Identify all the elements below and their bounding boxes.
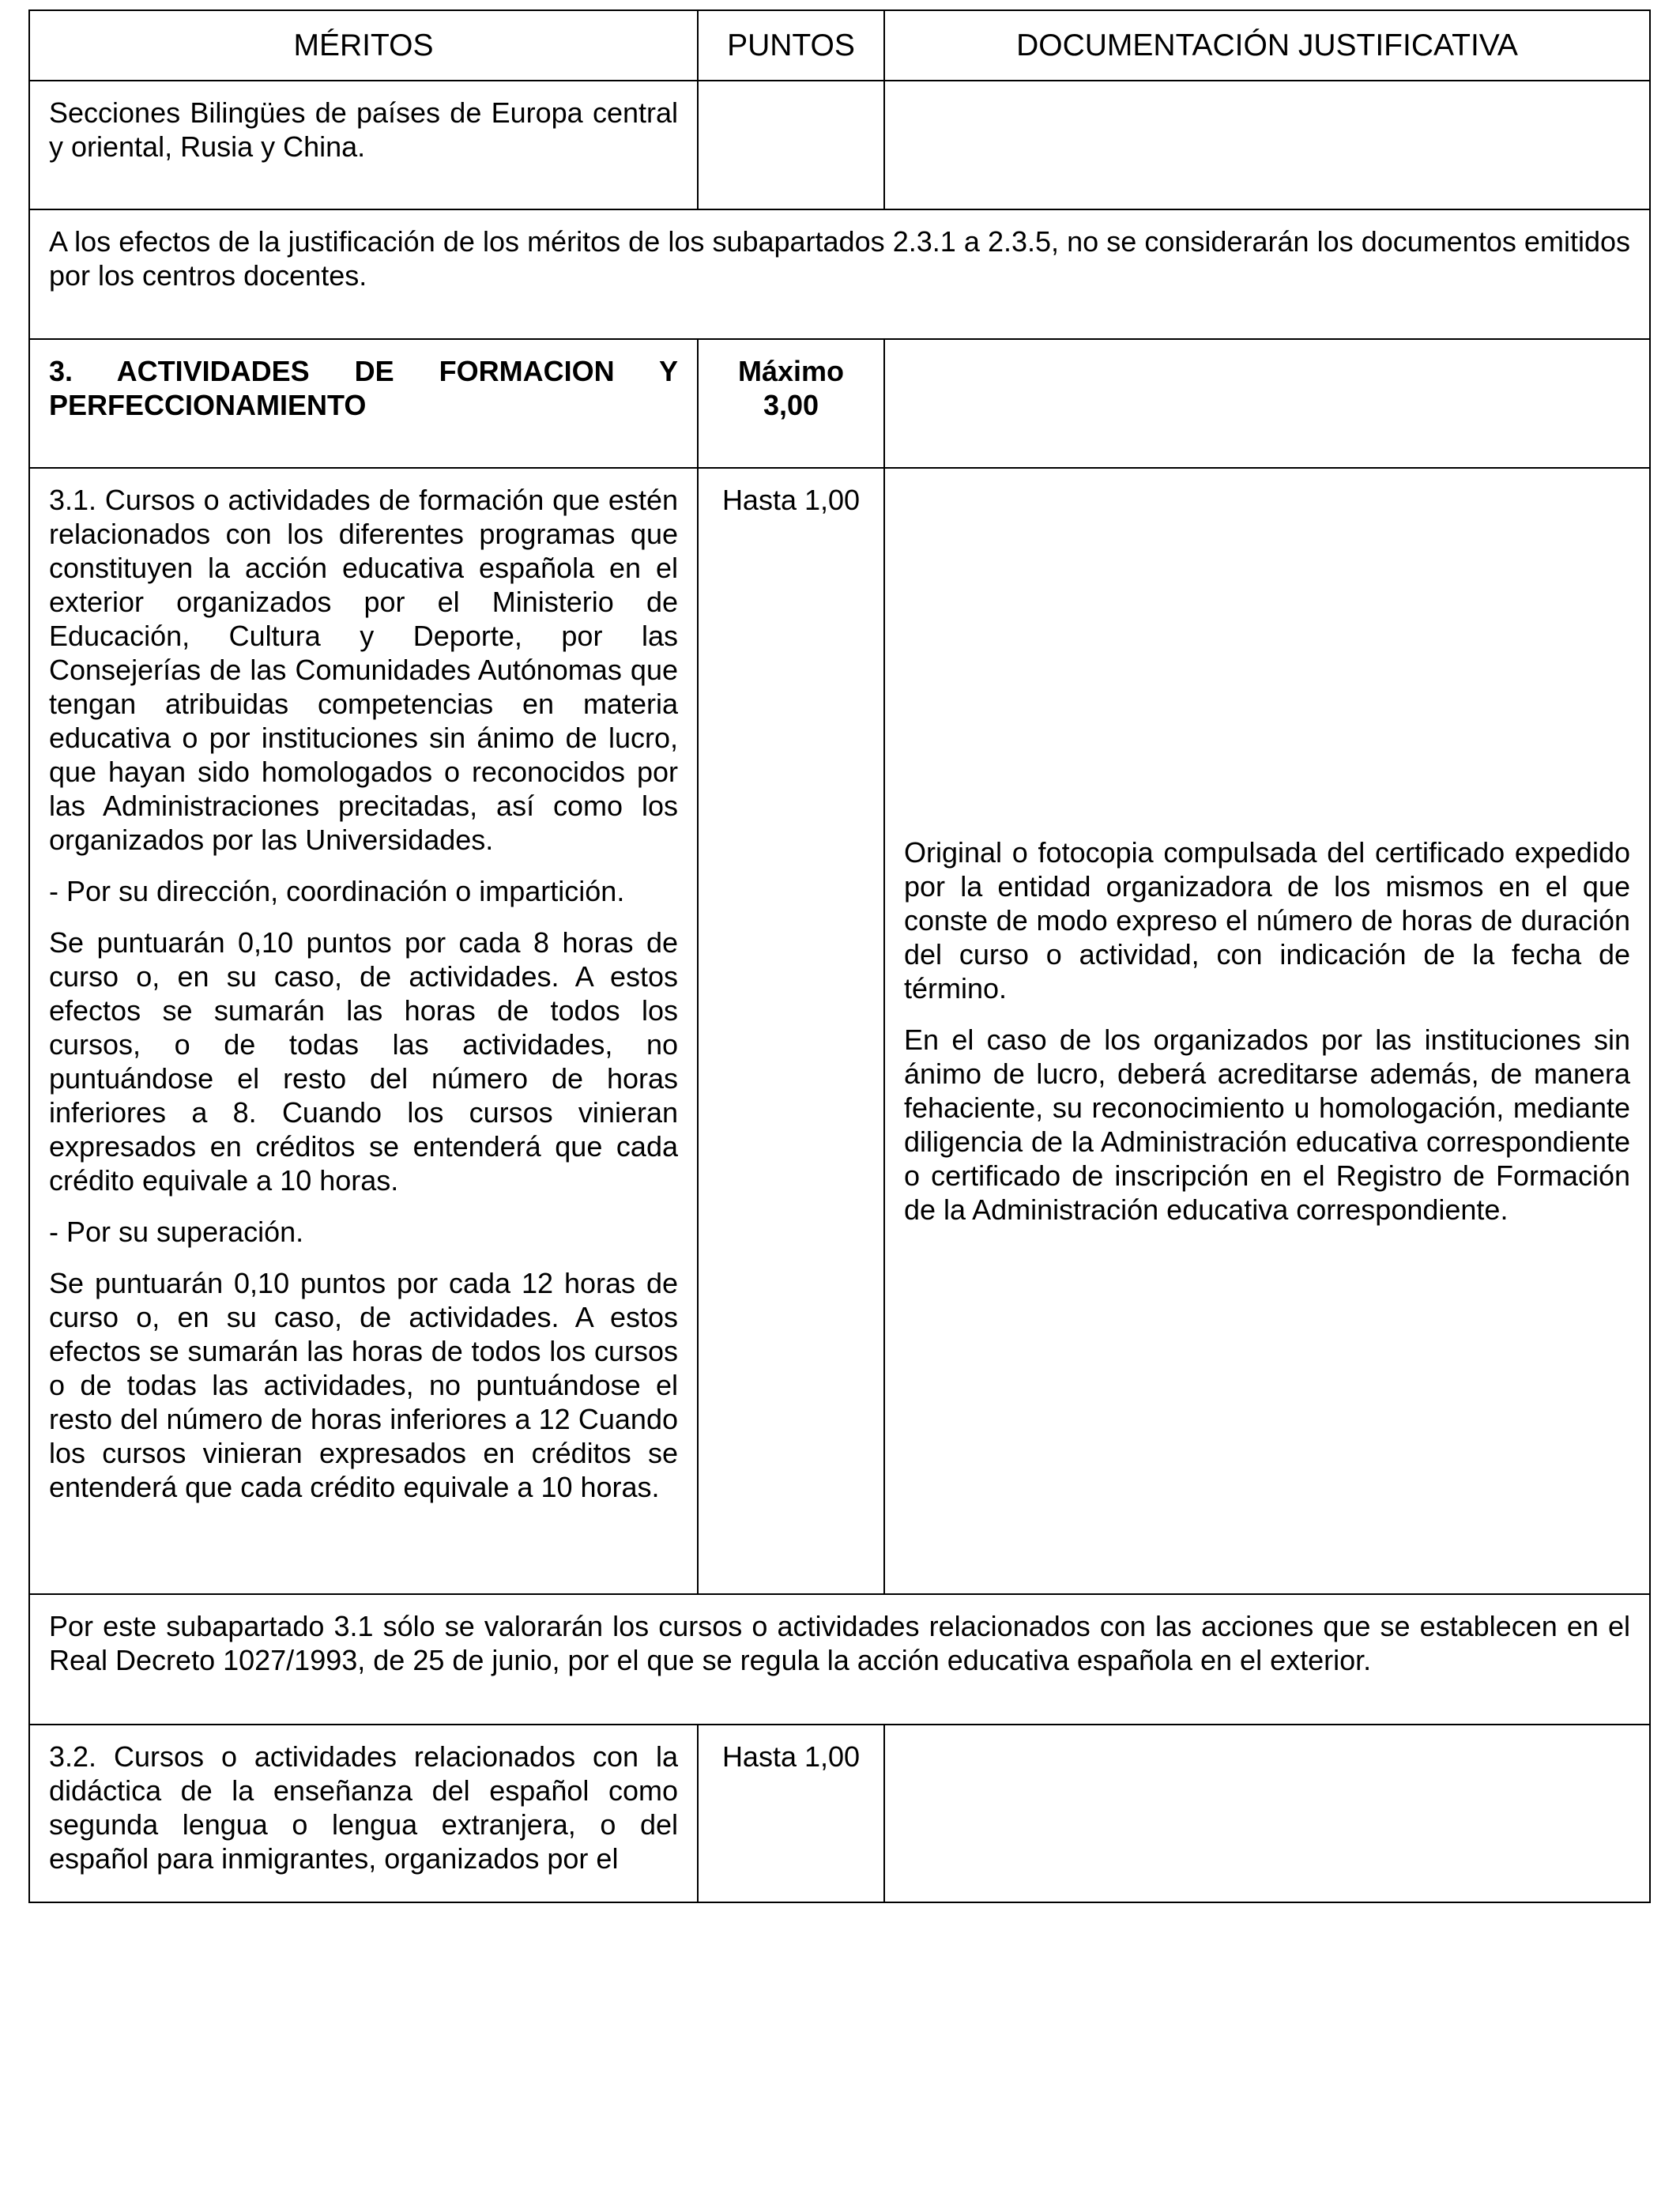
table-row	[29, 1725, 1650, 1902]
points-empty	[698, 81, 884, 209]
header-meritos: MÉRITOS	[29, 10, 698, 81]
merit-3-1-superacion: - Por su superación.	[49, 1216, 304, 1248]
merit-3-1-direccion: - Por su dirección, coordinación o impartición.	[49, 875, 625, 907]
table-row	[29, 468, 1650, 1594]
section-points	[698, 339, 884, 468]
table-row	[29, 81, 1650, 209]
merit-secciones: Secciones Bilingües de países de Europa central y oriental, Rusia y China.	[29, 81, 698, 209]
merits-table	[28, 9, 1651, 1903]
merit-3-1-description: 3.1. Cursos o actividades de formación que estén relacionados con los diferentes programas que constituyen la acción educativa española en el exterior organizados por el Ministerio de Educación, Cultura y Deporte, por las Consejerías de las Comunidades Autónomas que tengan atribuidas competencias en materia educativa o por instituciones sin ánimo de lucro, que hayan sido homologados o reconocidos por las Administraciones precitadas, así como los organizados por las Universidades.	[49, 484, 678, 856]
doc-3-1	[884, 468, 1650, 1594]
header-documentacion: DOCUMENTACIÓN JUSTIFICATIVA	[884, 10, 1650, 81]
section-points-label: Máximo	[737, 355, 845, 387]
section-title: 3. ACTIVIDADES DE FORMACION Y PERFECCIONAMIENTO	[29, 339, 698, 468]
merit-3-1-direccion-rule: Se puntuarán 0,10 puntos por cada 8 horas de curso o, en su caso, de actividades. A estos efectos se sumarán las horas de todos los cursos, o de todas las actividades, no puntuándose el resto del número de horas inferiores a 8. Cuando los cursos vinieran expresados en créditos se entenderá que cada crédito equivale a 10 horas.	[49, 926, 678, 1197]
section-row	[29, 339, 1650, 468]
doc-3-1-instituciones: En el caso de los organizados por las instituciones sin ánimo de lucro, deberá acreditarse además, de manera fehaciente, su reconocimiento u homologación, mediante diligencia de la Administración educativa correspondiente o certificado de inscripción en el Registro de Formación de la Administración educativa correspondiente.	[904, 1023, 1630, 1226]
section-doc-empty	[884, 339, 1650, 468]
points-3-1: Hasta 1,00	[698, 468, 884, 1594]
merit-3-1-superacion-rule: Se puntuarán 0,10 puntos por cada 12 horas de curso o, en su caso, de actividades. A estos efectos se sumarán las horas de todos los cursos o de todas las actividades, no puntuándose el resto del número de horas inferiores a 12 Cuando los cursos vinieran expresados en créditos se entenderá que cada crédito equivale a 10 horas.	[49, 1267, 678, 1503]
table-header-row	[29, 10, 1650, 81]
note-row	[29, 1594, 1650, 1725]
points-3-2: Hasta 1,00	[698, 1725, 884, 1902]
note-row	[29, 209, 1650, 339]
document-page	[28, 9, 1651, 1903]
doc-3-2-empty	[884, 1725, 1650, 1902]
merit-3-2: 3.2. Cursos o actividades relacionados con la didáctica de la enseñanza del español como segunda lengua o lengua extranjera, o del español para inmigrantes, organizados por el	[29, 1725, 698, 1902]
note-justificacion: A los efectos de la justificación de los méritos de los subapartados 2.3.1 a 2.3.5, no se considerarán los documentos emitidos por los centros docentes.	[29, 209, 1650, 339]
header-puntos: PUNTOS	[698, 10, 884, 81]
doc-empty	[884, 81, 1650, 209]
doc-3-1-certificado: Original o fotocopia compulsada del certificado expedido por la entidad organizadora de los mismos en el que conste de modo expreso el número de horas de duración del curso o actividad, con indicación de la fecha de término.	[904, 836, 1630, 1005]
section-points-value: 3,00	[763, 389, 819, 421]
note-subapartado-3-1: Por este subapartado 3.1 sólo se valorarán los cursos o actividades relacionados con las acciones que se establecen en el Real Decreto 1027/1993, de 25 de junio, por el que se regula la acción educativa española en el exterior.	[29, 1594, 1650, 1725]
merit-3-1	[29, 468, 698, 1594]
